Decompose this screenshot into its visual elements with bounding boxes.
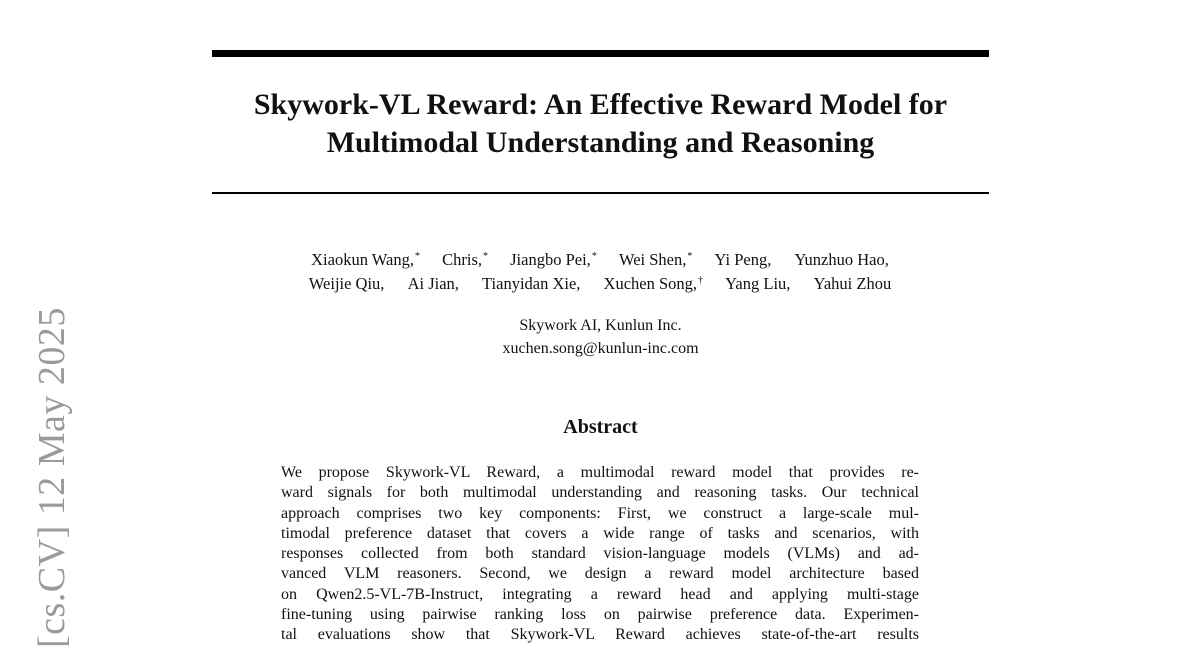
abstract-line: on Qwen2.5-VL-7B-Instruct, integrating a reward head and applying multi-stage [281, 585, 919, 603]
top-rule [212, 50, 989, 57]
author-list [212, 248, 989, 296]
title-line-2: Multimodal Understanding and Reasoning [326, 126, 875, 159]
author: Chris,* [442, 250, 489, 269]
author: Wei Shen,* [618, 250, 693, 269]
author-line-1 [212, 248, 989, 272]
abstract-line: approach comprises two key components: First, we construct a large-scale mul- [281, 504, 919, 522]
paper-title [212, 86, 989, 162]
author: Xuchen Song,† [603, 274, 704, 293]
abstract-line: timodal preference dataset that covers a wide range of tasks and scenarios, with [281, 524, 919, 542]
author: Ai Jian, [407, 274, 459, 293]
author: Jiangbo Pei,* [510, 250, 597, 269]
affiliation-block [212, 314, 989, 360]
affiliation: Skywork AI, Kunlun Inc. [519, 317, 682, 334]
author-line-2 [212, 272, 989, 296]
abstract-body [281, 463, 919, 646]
author: Yi Peng, [714, 250, 772, 269]
abstract-line: responses collected from both standard vision-language models (VLMs) and ad- [281, 545, 919, 563]
author: Xiaokun Wang,* [311, 250, 420, 269]
title-line-1: Skywork-VL Reward: An Effective Reward Model for [253, 88, 948, 121]
contact-email[interactable]: xuchen.song@kunlun-inc.com [502, 340, 699, 357]
arxiv-stamp: [cs.CV] 12 May 2025 [31, 307, 73, 648]
title-rule [212, 192, 989, 194]
abstract-line: We propose Skywork-VL Reward, a multimodal reward model that provides re- [281, 464, 919, 481]
author: Weijie Qiu, [308, 274, 385, 293]
author: Yunzhuo Hao, [794, 250, 889, 269]
author: Tianyidan Xie, [482, 274, 581, 293]
abstract-line: ward signals for both multimodal understanding and reasoning tasks. Our technical [281, 484, 919, 502]
abstract-heading: Abstract [563, 416, 638, 438]
author: Yang Liu, [725, 274, 791, 293]
author: Yahui Zhou [813, 274, 892, 293]
abstract-line: vanced VLM reasoners. Second, we design a reward model architecture based [281, 565, 919, 583]
abstract-line: tal evaluations show that Skywork-VL Reward achieves state-of-the-art results [281, 626, 919, 644]
abstract-line: fine-tuning using pairwise ranking loss on pairwise preference data. Experimen- [281, 606, 919, 624]
